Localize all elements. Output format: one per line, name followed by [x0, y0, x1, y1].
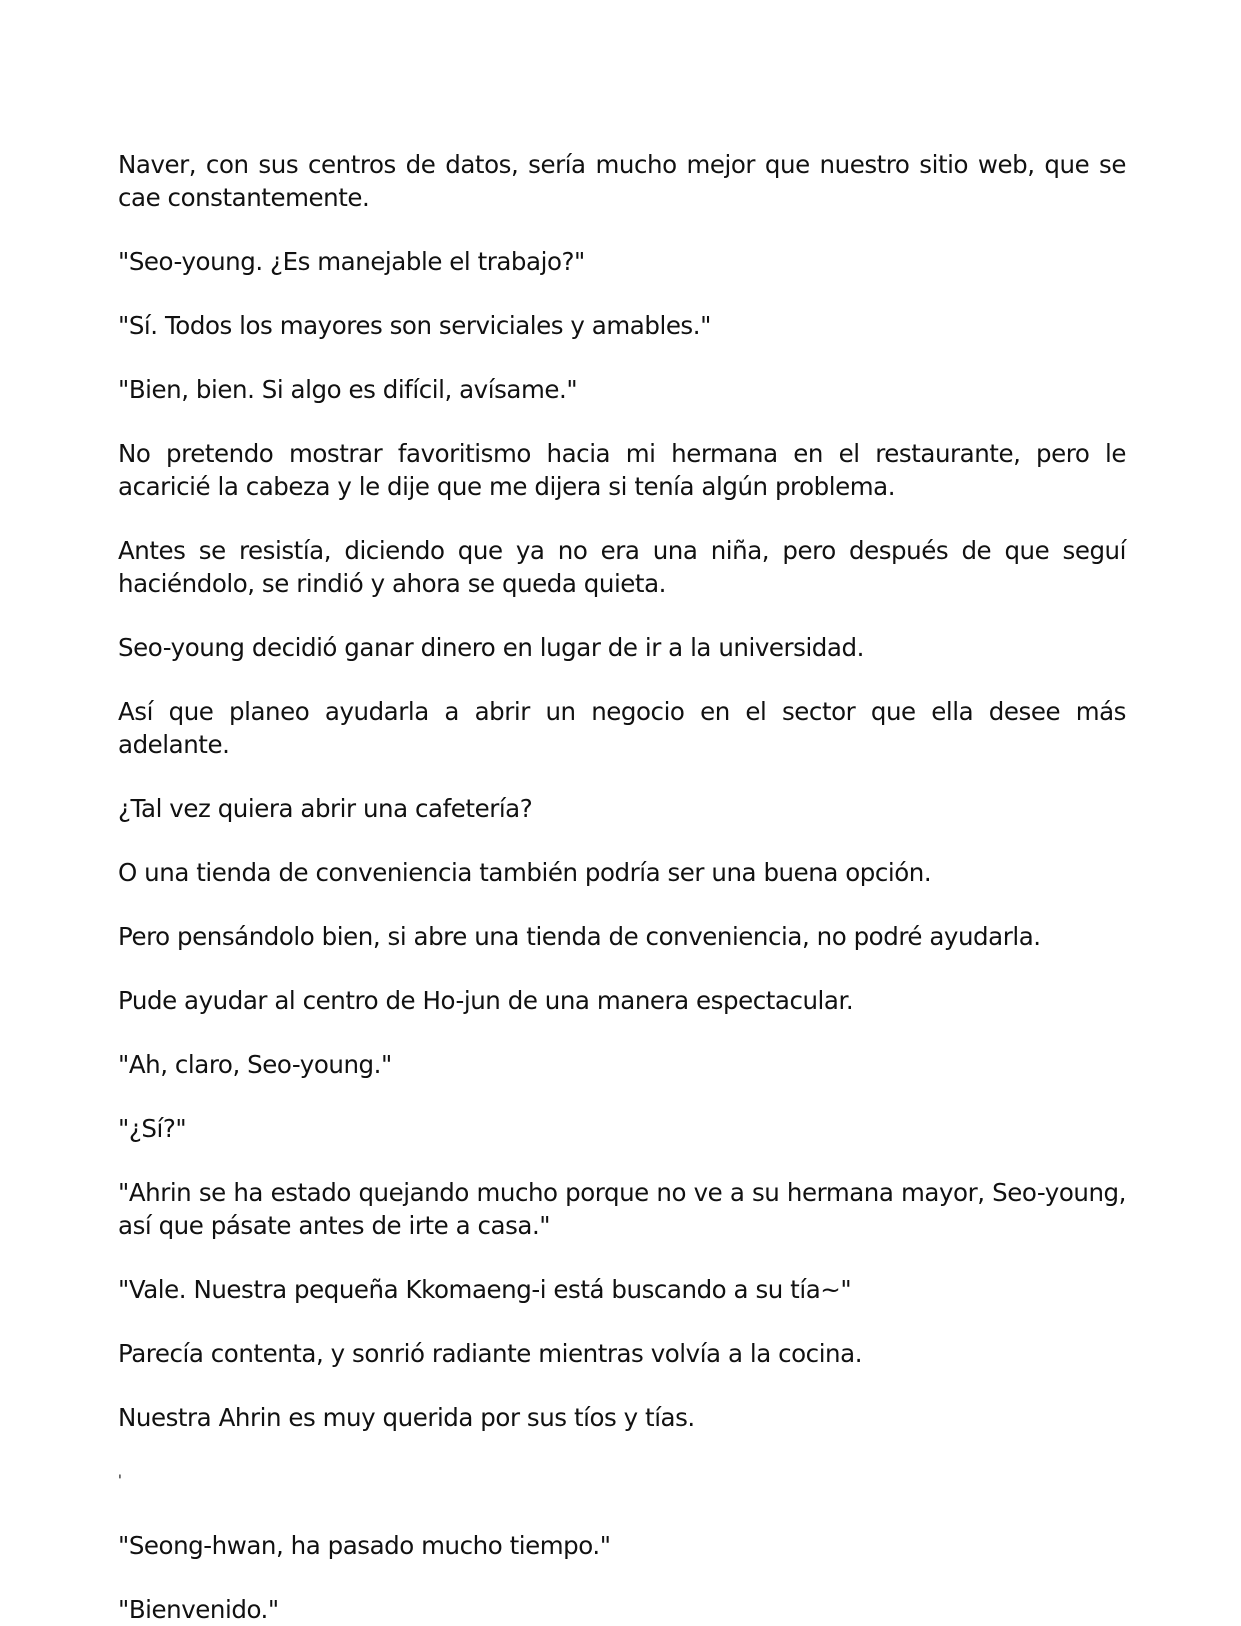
paragraph: "Seo-young. ¿Es manejable el trabajo?": [118, 247, 585, 276]
paragraph: Parecía contenta, y sonrió radiante mientras volvía a la cocina.: [118, 1339, 863, 1368]
paragraph: Pero pensándolo bien, si abre una tienda de conveniencia, no podré ayudarla.: [118, 922, 1041, 951]
paragraph: Antes se resistía, diciendo que ya no era una niña, pero después de que seguí haciéndolo, se rindió y ahora se queda quieta.: [118, 536, 1126, 598]
paragraph: "Vale. Nuestra pequeña Kkomaeng-i está buscando a su tía~": [118, 1275, 852, 1304]
paragraph: Nuestra Ahrin es muy querida por sus tíos y tías.: [118, 1403, 695, 1432]
paragraph: "Seong-hwan, ha pasado mucho tiempo.": [118, 1531, 611, 1560]
paragraph: "Ah, claro, Seo-young.": [118, 1050, 392, 1079]
scene-separator-mark: ': [118, 1473, 122, 1489]
paragraph: Pude ayudar al centro de Ho-jun de una manera espectacular.: [118, 986, 854, 1015]
paragraph: ¿Tal vez quiera abrir una cafetería?: [118, 794, 533, 823]
paragraph: O una tienda de conveniencia también podría ser una buena opción.: [118, 858, 932, 887]
paragraph: "Sí. Todos los mayores son serviciales y amables.": [118, 311, 711, 340]
paragraph: No pretendo mostrar favoritismo hacia mi hermana en el restaurante, pero le acaricié la cabeza y le dije que me dijera si tenía algún problema.: [118, 439, 1126, 501]
paragraph: "Bien, bien. Si algo es difícil, avísame.": [118, 375, 578, 404]
paragraph: Seo-young decidió ganar dinero en lugar de ir a la universidad.: [118, 633, 864, 662]
paragraph: "Ahrin se ha estado quejando mucho porque no ve a su hermana mayor, Seo-young, así que pásate antes de irte a casa.": [118, 1178, 1126, 1240]
paragraph: Naver, con sus centros de datos, sería mucho mejor que nuestro sitio web, que se cae constantemente.: [118, 150, 1126, 212]
document-body: [118, 148, 1126, 1626]
paragraph: "¿Sí?": [118, 1114, 187, 1143]
paragraph: "Bienvenido.": [118, 1595, 279, 1624]
paragraph: Así que planeo ayudarla a abrir un negocio en el sector que ella desee más adelante.: [118, 697, 1126, 759]
